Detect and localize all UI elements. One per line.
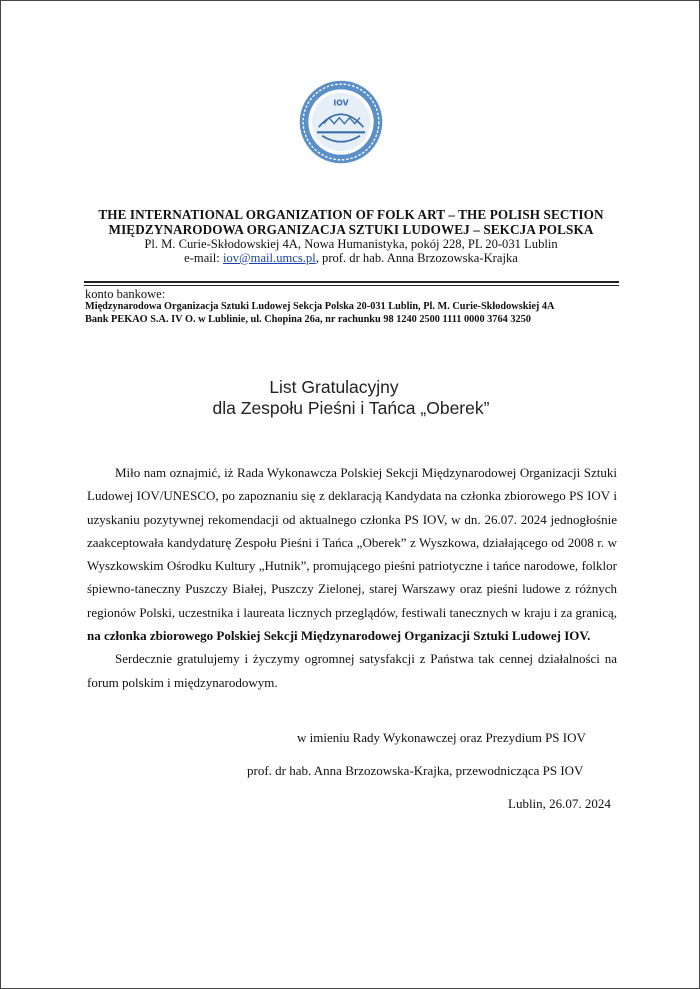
bank-account-number: Bank PEKAO S.A. IV O. w Lublinie, ul. Chopina 26a, nr rachunku 98 1240 2500 1111 0000 3764 3250 [85,314,531,325]
iov-logo [298,79,384,165]
header-divider-thin [84,285,619,286]
org-contact [1,251,700,266]
logo-lettering: IOV [333,98,349,108]
contact-person: , prof. dr hab. Anna Brzozowska-Krajka [315,251,518,265]
org-address: Pl. M. Curie-Skłodowskiej 4A, Nowa Humanistyka, pokój 228, PL 20-031 Lublin [144,237,558,251]
letter-body [87,461,617,694]
letter-title: List Gratulacyjny [269,377,399,397]
org-name-english: THE INTERNATIONAL ORGANIZATION OF FOLK ART – THE POLISH SECTION [98,207,604,222]
place-and-date: Lublin, 26.07. 2024 [508,796,611,811]
closing-on-behalf: w imieniu Rady Wykonawczej oraz Prezydium PS IOV [297,730,586,745]
bank-account-label: konto bankowe: [85,287,166,301]
closing-signatory: prof. dr hab. Anna Brzozowska-Krajka, przewodnicząca PS IOV [247,763,584,778]
body-paragraph-1-emphasis: na członka zbiorowego Polskiej Sekcji Międzynarodowej Organizacji Sztuki Ludowej IOV. [87,628,591,644]
email-link[interactable]: iov@mail.umcs.pl [222,251,316,265]
header-divider-thick [84,281,619,283]
bank-account-holder: Międzynarodowa Organizacja Sztuki Ludowej Sekcja Polska 20-031 Lublin, Pl. M. Curie-Skłodowskiej 4A [85,301,555,312]
letter-subtitle: dla Zespołu Pieśni i Tańca „Oberek” [212,398,490,418]
body-paragraph-1 [87,461,617,647]
email-label: e-mail: [184,251,223,265]
body-paragraph-2: Serdecznie gratulujemy i życzymy ogromnej satysfakcji z Państwa tak cennej działalności na forum polskim i międzynarodowym. [87,651,617,690]
body-paragraph-1-text: Miło nam oznajmić, iż Rada Wykonawcza Polskiej Sekcji Międzynarodowej Organizacji Sztuki Ludowej IOV/UNESCO, po zapoznaniu się z deklaracją Kandydata na członka zbiorowego PS IOV i uzyskaniu pozytywnej rekomendacji od aktualnego członka PS IOV, w dn. 26.07. 2024 jednogłośnie zaakceptowała kandydaturę Zespołu Pieśni i Tańca „Oberek” z Wyszkowa, działającego od 2008 r. w Wyszkowskim Ośrodku Kultury „Hutnik”, promującego pieśni patriotyczne i tańce narodowe, folklor śpiewno-taneczny Puszczy Białej, Puszczy Zielonej, starej Warszawy oraz pieśni ludowe z różnych regionów Polski, uczestnika i laureata licznych przeglądów, festiwali tanecznych w kraju i za granicą, [87,465,617,620]
org-name-polish: MIĘDZYNARODOWA ORGANIZACJA SZTUKI LUDOWEJ – SEKCJA POLSKA [108,222,594,237]
